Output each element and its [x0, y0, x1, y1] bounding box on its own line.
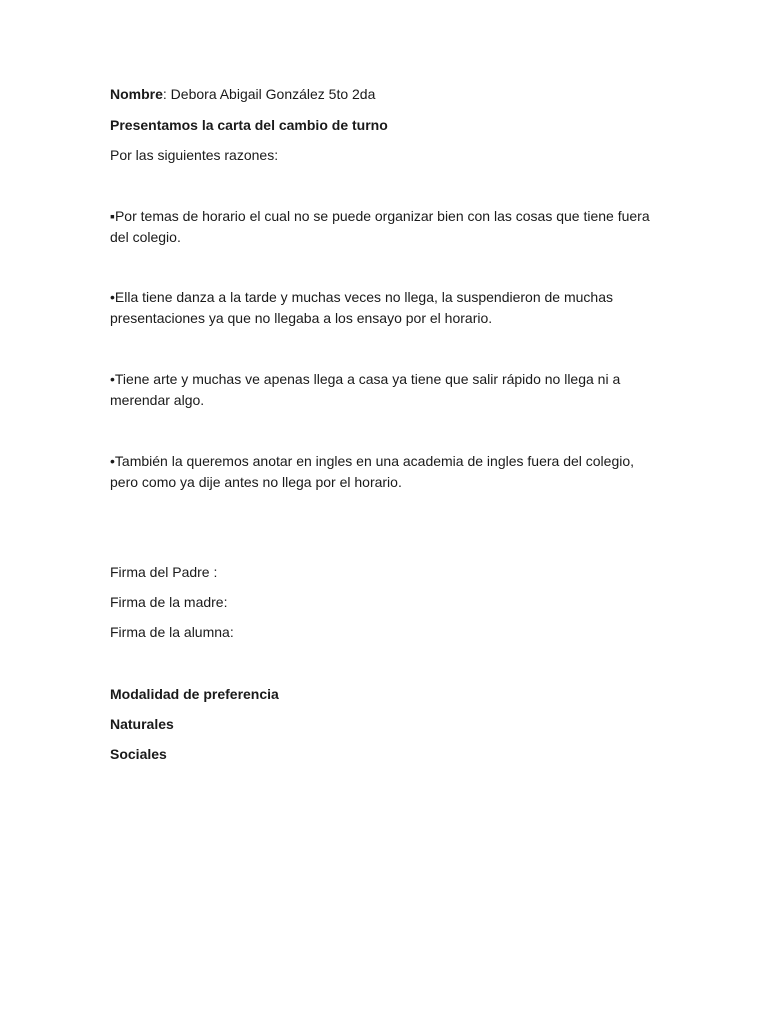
name-value: : Debora Abigail González 5to 2da: [162, 86, 376, 102]
signature-mother: Firma de la madre:: [110, 594, 228, 610]
modalidad-heading: Modalidad de preferencia: [110, 686, 279, 702]
reason-paragraph: •También la queremos anotar en ingles en una academia de ingles fuera del colegio, pero como ya dije antes no llega por el horario.: [110, 453, 635, 490]
name-label: Nombre: [110, 86, 163, 102]
modalidad-option: Naturales: [110, 716, 174, 732]
reason-paragraph: •Ella tiene danza a la tarde y muchas veces no llega, la suspendieron de muchas presentaciones ya que no llegaba a los ensayo por el horario.: [110, 289, 613, 326]
signature-student: Firma de la alumna:: [110, 624, 234, 640]
modalidad-option: Sociales: [110, 746, 167, 762]
intro-line: Por las siguientes razones:: [110, 147, 279, 163]
signature-father: Firma del Padre :: [110, 564, 218, 580]
reason-paragraph: ▪Por temas de horario el cual no se puede organizar bien con las cosas que tiene fuera del colegio.: [110, 208, 650, 245]
subject-line: Presentamos la carta del cambio de turno: [110, 117, 388, 133]
reason-paragraph: •Tiene arte y muchas ve apenas llega a casa ya tiene que salir rápido no llega ni a merendar algo.: [110, 371, 621, 408]
name-line: [110, 84, 655, 105]
